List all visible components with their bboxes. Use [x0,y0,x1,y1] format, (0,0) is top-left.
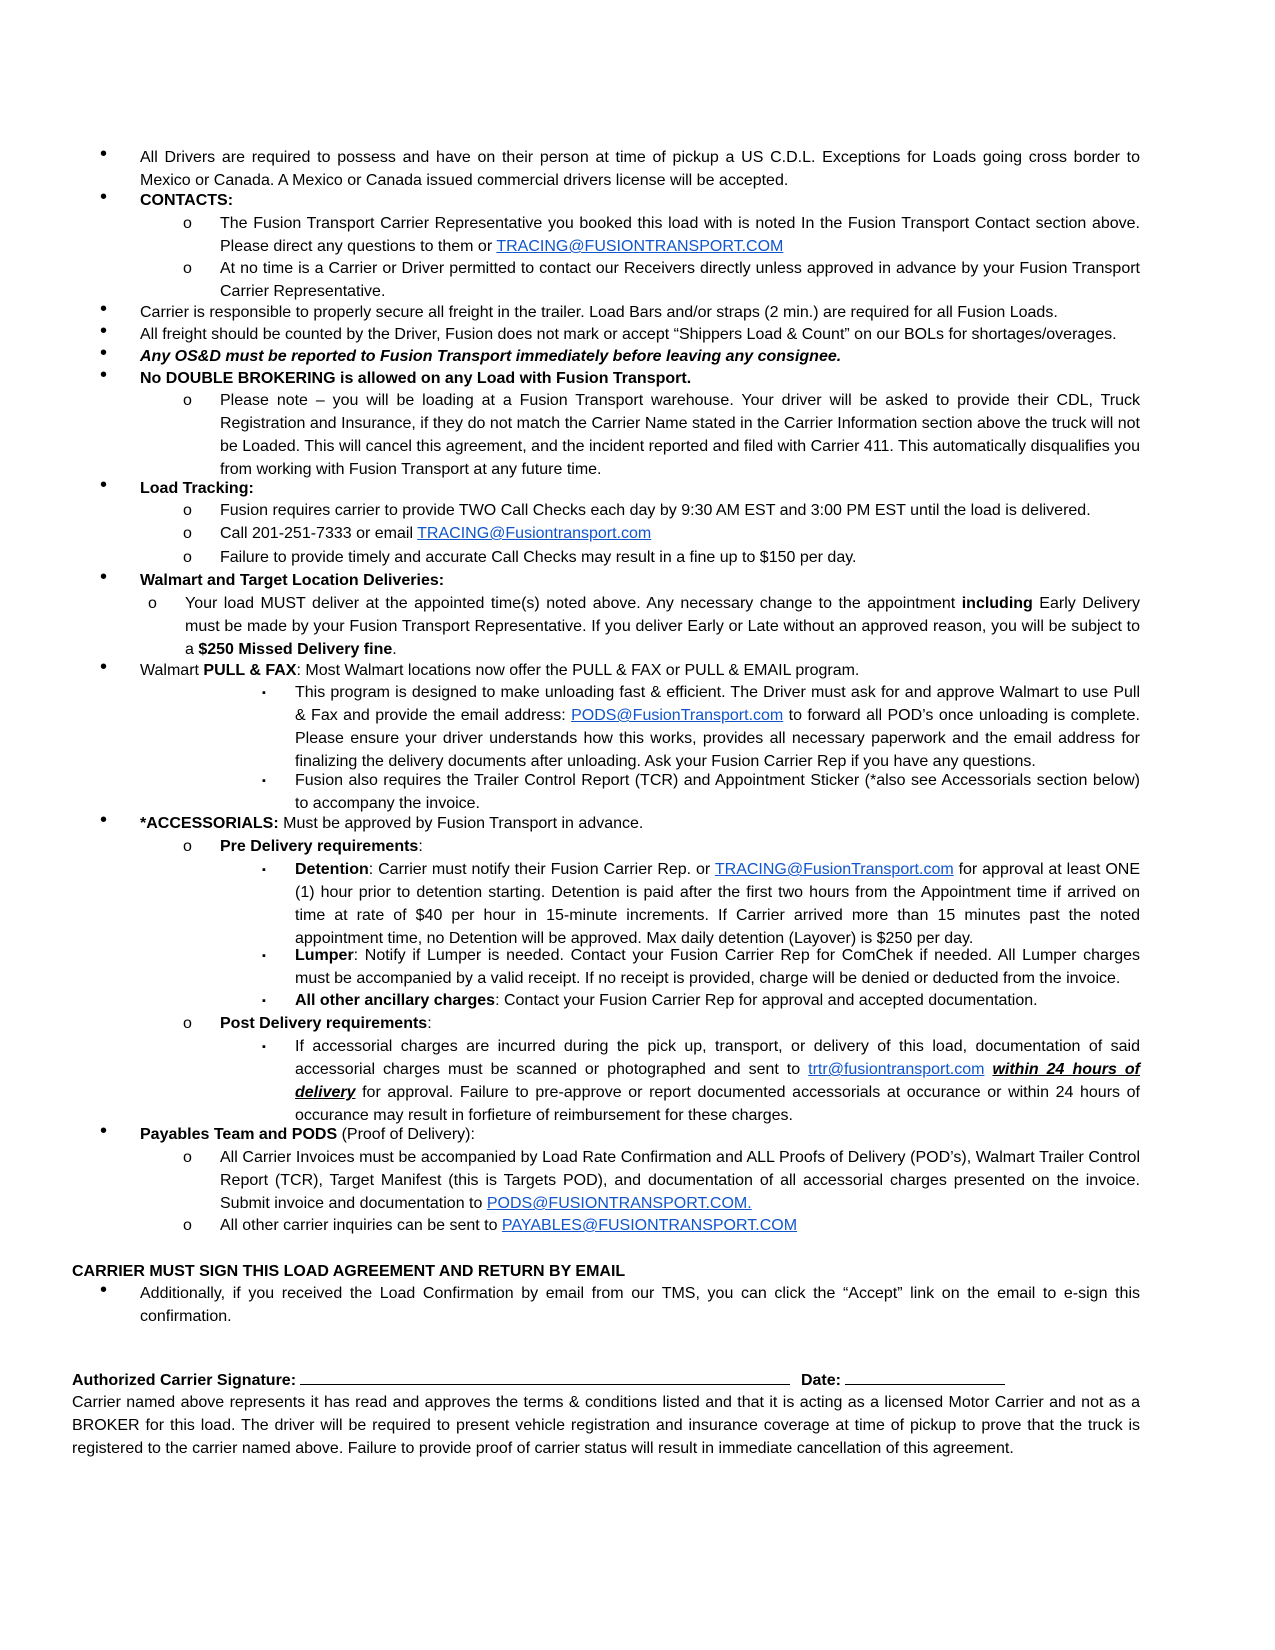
bullet-marker: • [100,566,108,588]
secure-freight-item: Carrier is responsible to properly secure all freight in the trailer. Load Bars and/or straps (2 min.) are required for all Fusion Loads. [140,304,1058,321]
circle-marker: o [183,1217,192,1234]
sign-heading: CARRIER MUST SIGN THIS LOAD AGREEMENT AND RETURN BY EMAIL [72,1263,626,1280]
double-brokering-heading: No DOUBLE BROKERING is allowed on any Load with Fusion Transport. [140,370,692,387]
bullet-marker: • [100,364,108,386]
contacts-no-contact-item: At no time is a Carrier or Driver permitted to contact our Receivers directly unless approved in advance by your Fusion Transport Carrier Representative. [220,260,1140,300]
pods-email-link[interactable]: PODS@FUSIONTRANSPORT.COM. [486,1195,752,1212]
bullet-marker: • [100,320,108,342]
detention-text: Detention: Carrier must notify their Fusion Carrier Rep. or TRACING@FusionTransport.com for approval at least ONE (1) hour prior to detention starting. Detention is paid after the first two hours from the Appointment time if arrived on time at rate of $40 per hour in 15-minute increments. If Carrier arrived more than 15 minutes past the noted appointment time, no Detention will be approved. Max daily detention (Layover) is $250 per day. [295,861,1141,947]
circle-marker: o [183,549,192,566]
call-checks-item: Fusion requires carrier to provide TWO Call Checks each day by 9:30 AM EST and 3:00 PM EST until the load is delivered. [220,502,1091,519]
fine-item: Failure to provide timely and accurate Call Checks may result in a fine up to $150 per day. [220,549,857,566]
other-charges-text: All other ancillary charges: Contact your Fusion Carrier Rep for approval and accepted documentation. [295,992,1038,1009]
double-brokering-text: Please note – you will be loading at a Fusion Transport warehouse. Your driver will be asked to provide their CDL, Truck Registration and Insurance, if they do not match the Carrier Name stated in the Carrier Information section above the truck will not be Loaded. This will cancel this agreement, and the incident reported and filed with Carrier 411. This automatically disqualifies you from working with Fusion Transport at any future time. [220,392,1140,478]
signature-line[interactable] [300,1370,790,1385]
square-marker: ▪ [262,1041,266,1053]
tracing-email-link[interactable]: TRACING@FUSIONTRANSPORT.COM [496,238,784,255]
post-delivery-text: If accessorial charges are incurred during the pick up, transport, or delivery of this load, documentation of said accessorial charges must be scanned or photographed and sent to trtr@fusiontransport.com within 24 hours of delivery for approval. Failure to pre-approve or report documented accessorials at occurance or within 24 hours of occurance may result in forfieture of reimbursement for these charges. [295,1038,1140,1124]
tracing-email-link[interactable]: TRACING@Fusiontransport.com [417,525,652,542]
pre-delivery-heading: Pre Delivery requirements: [220,838,423,855]
tcr-requirement-text: Fusion also requires the Trailer Control Report (TCR) and Appointment Sticker (*also see Accessorials section below) to accompany the invoice. [295,772,1140,812]
signature-label: Authorized Carrier Signature: [72,1372,297,1389]
circle-marker: o [183,392,192,409]
square-marker: ▪ [262,864,266,876]
bullet-marker: • [100,143,108,165]
square-marker: ▪ [262,950,266,962]
bullet-marker: • [100,342,108,364]
bullet-marker: • [100,1120,108,1142]
lumper-text: Lumper: Notify if Lumper is needed. Contact your Fusion Carrier Rep for ComChek if needed. All Lumper charges must be accompanied by a valid receipt. If no receipt is provided, charge will be denied or deducted from the invoice. [295,947,1140,987]
square-marker: ▪ [262,687,266,699]
pull-fax-program-text: This program is designed to make unloading fast & efficient. The Driver must ask for and approve Walmart to use Pull & Fax and provide the email address: PODS@FusionTransport.com to forward all POD’s once unloading is complete. Please ensure your driver understands how this works, provides all necessary paperwork and the email address for finalizing the delivery documents after unloading. Ask your Fusion Carrier Rep if you have any questions. [295,684,1140,770]
bullet-marker: • [100,474,108,496]
date-line[interactable] [845,1370,1005,1385]
drivers-cdl-item: All Drivers are required to possess and have on their person at time of pickup a US C.D.L. Exceptions for Loads going cross border to Mexico or Canada. A Mexico or Canada issued commercial drivers license will be accepted. [140,149,1140,189]
circle-marker: o [183,215,192,232]
payables-email-link[interactable]: PAYABLES@FUSIONTRANSPORT.COM [501,1217,798,1234]
disclaimer-text: Carrier named above represents it has read and approves the terms & conditions listed and that it is acting as a licensed Motor Carrier and not as a BROKER for this load. The driver will be required to present vehicle registration and insurance coverage at time of pickup to prove that the truck is registered to the carrier named above. Failure to provide proof of carrier status will result in immediate cancellation of this agreement. [72,1394,1140,1457]
circle-marker: o [183,525,192,542]
bullet-marker: • [100,298,108,320]
bullet-marker: • [100,809,108,831]
post-delivery-heading: Post Delivery requirements: [220,1015,432,1032]
pods-email-link[interactable]: PODS@FusionTransport.com [571,707,784,724]
accessorials-heading: *ACCESSORIALS: Must be approved by Fusion Transport in advance. [140,815,644,832]
payables-invoice-text: All Carrier Invoices must be accompanied by Load Rate Confirmation and ALL Proofs of Delivery (POD’s), Walmart Trailer Control Report (TCR), Target Manifest (this is Targets POD), and documentation of all accessorial charges presented on the invoice. Submit invoice and documentation to PODS@FUSIONTRANSPORT.COM. [220,1149,1140,1212]
square-marker: ▪ [262,995,266,1007]
circle-marker: o [183,260,192,277]
circle-marker: o [183,1149,192,1166]
circle-marker: o [183,1015,192,1032]
walmart-target-text: Your load MUST deliver at the appointed time(s) noted above. Any necessary change to the appointment including Early Delivery must be made by your Fusion Transport Representative. If you deliver Early or Late without an approved reason, you will be subject to a $250 Missed Delivery fine. [185,595,1140,658]
date-label: Date: [800,1372,841,1389]
circle-marker: o [183,838,192,855]
bullet-marker: • [100,186,108,208]
circle-marker: o [183,502,192,519]
accept-note-item: Additionally, if you received the Load Confirmation by email from our TMS, you can click the “Accept” link on the email to e-sign this confirmation. [140,1285,1140,1325]
osd-item: Any OS&D must be reported to Fusion Transport immediately before leaving any consignee. [140,348,842,365]
square-marker: ▪ [262,775,266,787]
contacts-rep-item: The Fusion Transport Carrier Representative you booked this load with is noted In the Fusion Transport Contact section above. Please direct any questions to them or TRACING@FUSIONTRANSPORT.COM [220,215,1140,255]
call-email-item: Call 201-251-7333 or email TRACING@Fusiontransport.com [220,525,652,542]
signature-row [72,1369,1172,1392]
contacts-heading: CONTACTS: [140,192,234,209]
tracing-email-link[interactable]: TRACING@FusionTransport.com [714,861,954,878]
payables-heading: Payables Team and PODS (Proof of Delivery): [140,1126,475,1143]
circle-marker: o [148,595,157,612]
trtr-email-link[interactable]: trtr@fusiontransport.com [808,1061,985,1078]
walmart-target-heading: Walmart and Target Location Deliveries: [140,572,445,589]
bullet-marker: • [100,656,108,678]
bullet-marker: • [100,1279,108,1301]
pull-fax-heading: Walmart PULL & FAX: Most Walmart locations now offer the PULL & FAX or PULL & EMAIL program. [140,662,860,679]
load-tracking-heading: Load Tracking: [140,480,254,497]
payables-inquiries-text: All other carrier inquiries can be sent to PAYABLES@FUSIONTRANSPORT.COM [220,1217,798,1234]
count-freight-item: All freight should be counted by the Driver, Fusion does not mark or accept “Shippers Load & Count” on our BOLs for shortages/overages. [140,326,1117,343]
